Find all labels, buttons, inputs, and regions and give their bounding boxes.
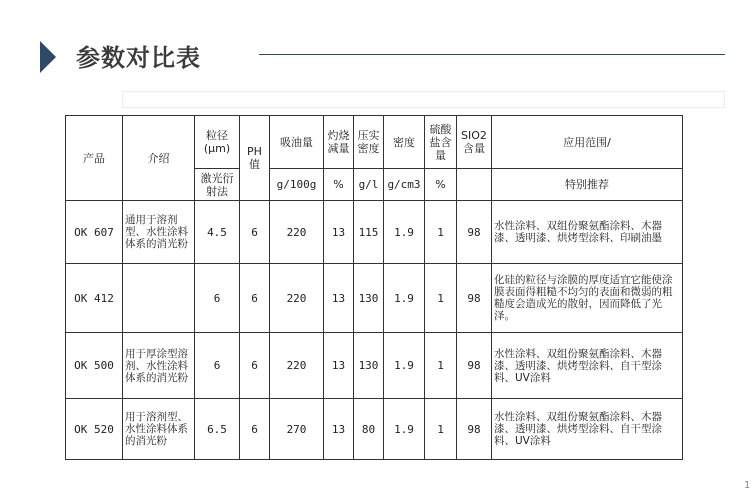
cell-compact: 130 bbox=[354, 264, 384, 333]
unit-oil: g/100g bbox=[270, 169, 324, 201]
header-particle-method: 激光衍 射法 bbox=[195, 169, 240, 201]
table-row bbox=[66, 333, 683, 399]
unit-density: g/cm3 bbox=[384, 169, 425, 201]
header-sulfate: 硫酸 盐含 量 bbox=[425, 116, 457, 169]
cell-ignition: 13 bbox=[324, 333, 354, 399]
cell-intro bbox=[123, 264, 195, 333]
cell-particle: 4.5 bbox=[195, 201, 240, 264]
header-application: 应用范围/ bbox=[492, 116, 683, 169]
header-ph: PH 值 bbox=[240, 116, 270, 201]
cell-sio2: 98 bbox=[457, 264, 492, 333]
cell-product: OK 412 bbox=[66, 264, 123, 333]
cell-ignition: 13 bbox=[324, 201, 354, 264]
cell-oil: 270 bbox=[270, 399, 324, 460]
cell-compact: 115 bbox=[354, 201, 384, 264]
title-divider bbox=[259, 54, 725, 55]
header-recommend: 特别推荐 bbox=[492, 169, 683, 201]
cell-product: OK 520 bbox=[66, 399, 123, 460]
cell-oil: 220 bbox=[270, 201, 324, 264]
cell-product: OK 500 bbox=[66, 333, 123, 399]
cell-intro: 用于溶剂型、水性涂料体系的消光粉 bbox=[123, 399, 195, 460]
table-row bbox=[66, 201, 683, 264]
table-row bbox=[66, 264, 683, 333]
unit-sulfate: % bbox=[425, 169, 457, 201]
cell-compact: 130 bbox=[354, 333, 384, 399]
title-chevron-icon bbox=[40, 41, 56, 73]
cell-application: 水性涂料、双组份聚氨酯涂料、木器漆、透明漆、烘烤型涂料、印刷油墨 bbox=[492, 201, 683, 264]
cell-intro: 通用于溶剂型、水性涂料体系的消光粉 bbox=[123, 201, 195, 264]
page-title: 参数对比表 bbox=[76, 44, 201, 72]
unit-ignition: % bbox=[324, 169, 354, 201]
cell-density: 1.9 bbox=[384, 201, 425, 264]
faint-frame bbox=[122, 91, 725, 108]
header-intro: 介绍 bbox=[123, 116, 195, 201]
cell-application: 水性涂料、双组份聚氨酯涂料、木器漆、透明漆、烘烤型涂料、自干型涂料、UV涂料 bbox=[492, 399, 683, 460]
parameter-table bbox=[65, 115, 683, 460]
cell-sulfate: 1 bbox=[425, 201, 457, 264]
cell-sio2: 98 bbox=[457, 399, 492, 460]
cell-ph: 6 bbox=[240, 201, 270, 264]
page-number: 1 bbox=[744, 480, 751, 491]
cell-ph: 6 bbox=[240, 264, 270, 333]
cell-sio2: 98 bbox=[457, 201, 492, 264]
cell-application: 水性涂料、双组份聚氨酯涂料、木器漆、透明漆、烘烤型涂料、自干型涂料、UV涂料 bbox=[492, 333, 683, 399]
cell-sio2: 98 bbox=[457, 333, 492, 399]
cell-oil: 220 bbox=[270, 264, 324, 333]
cell-ph: 6 bbox=[240, 399, 270, 460]
cell-density: 1.9 bbox=[384, 333, 425, 399]
cell-oil: 220 bbox=[270, 333, 324, 399]
header-compact-density: 压实 密度 bbox=[354, 116, 384, 169]
cell-sulfate: 1 bbox=[425, 333, 457, 399]
header-density: 密度 bbox=[384, 116, 425, 169]
cell-application: 化硅的粒径与涂膜的厚度适宜它能使涂膜表面得粗糙不均匀的表面和微弱的粗糙度会造成光的散射，因而降低了光泽。 bbox=[492, 264, 683, 333]
header-ignition-loss: 灼烧 减量 bbox=[324, 116, 354, 169]
cell-particle: 6 bbox=[195, 333, 240, 399]
table-row bbox=[66, 399, 683, 460]
unit-sio2 bbox=[457, 169, 492, 201]
cell-density: 1.9 bbox=[384, 399, 425, 460]
cell-intro: 用于厚涂型溶剂、水性涂料体系的消光粉 bbox=[123, 333, 195, 399]
unit-compact: g/l bbox=[354, 169, 384, 201]
cell-ignition: 13 bbox=[324, 264, 354, 333]
cell-compact: 80 bbox=[354, 399, 384, 460]
cell-ignition: 13 bbox=[324, 399, 354, 460]
header-sio2: SIO2 含量 bbox=[457, 116, 492, 169]
cell-sulfate: 1 bbox=[425, 264, 457, 333]
header-product: 产品 bbox=[66, 116, 123, 201]
cell-particle: 6.5 bbox=[195, 399, 240, 460]
header-oil-absorption: 吸油量 bbox=[270, 116, 324, 169]
cell-ph: 6 bbox=[240, 333, 270, 399]
header-particle-size: 粒径 (μm) bbox=[195, 116, 240, 169]
cell-particle: 6 bbox=[195, 264, 240, 333]
cell-product: OK 607 bbox=[66, 201, 123, 264]
cell-sulfate: 1 bbox=[425, 399, 457, 460]
cell-density: 1.9 bbox=[384, 264, 425, 333]
